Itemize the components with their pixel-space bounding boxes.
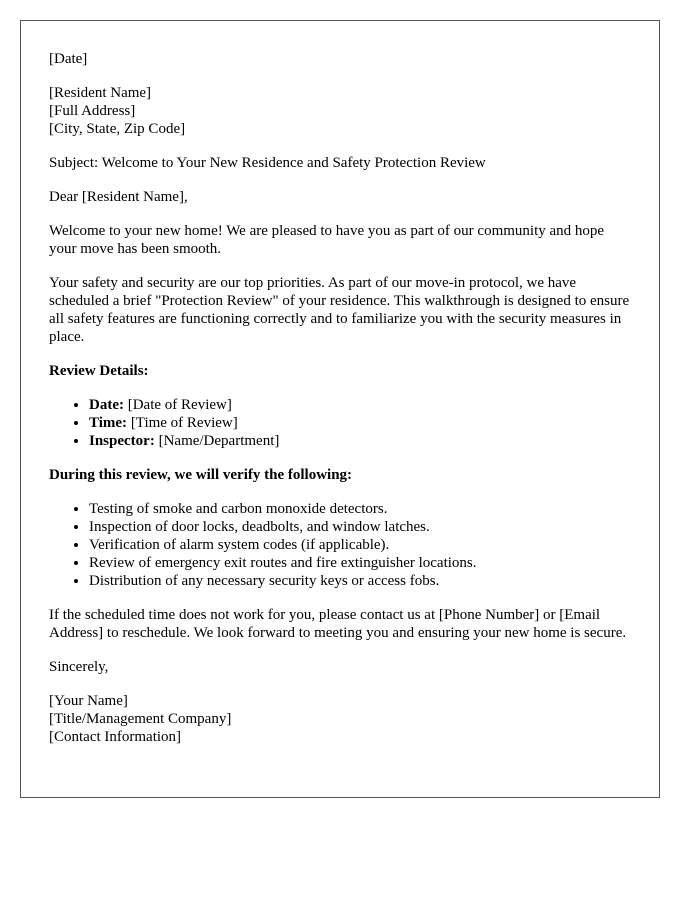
recipient-address-block bbox=[49, 84, 631, 138]
review-detail-label: Date: bbox=[89, 397, 124, 413]
verification-item: • Verification of alarm system codes (if applicable). bbox=[89, 536, 631, 554]
body-paragraph: Your safety and security are our top priorities. As part of our move-in protocol, we have scheduled a brief "Protection Review" of your residence. This walkthrough is designed to ensure all safety features are functioning correctly and to familiarize you with the security measures in place. bbox=[49, 275, 630, 345]
review-detail-value: [Name/Department] bbox=[154, 433, 280, 449]
recipient-address: [Full Address] bbox=[49, 103, 136, 119]
closing-paragraph: If the scheduled time does not work for you, please contact us at [Phone Number] or [Email Address] to reschedule. We look forward to meeting you and ensuring your new home is secure. bbox=[49, 607, 627, 641]
review-details-list bbox=[49, 396, 631, 450]
review-detail-value: [Date of Review] bbox=[123, 397, 232, 413]
review-detail-item bbox=[89, 396, 631, 414]
signature-name: [Your Name] bbox=[49, 693, 128, 709]
review-detail-label: Time: bbox=[89, 415, 128, 431]
review-details-heading: Review Details: bbox=[49, 363, 149, 379]
review-detail-item bbox=[89, 432, 631, 450]
signature-contact: [Contact Information] bbox=[49, 729, 182, 745]
signature-title: [Title/Management Company] bbox=[49, 711, 232, 727]
letter-salutation: Dear [Resident Name], bbox=[49, 189, 188, 205]
signature-block bbox=[49, 692, 631, 746]
review-detail-value: [Time of Review] bbox=[127, 415, 238, 431]
intro-paragraph: Welcome to your new home! We are pleased to have you as part of our community and hope your move has been smooth. bbox=[49, 223, 605, 257]
letter-date: [Date] bbox=[49, 51, 88, 67]
letter-signoff: Sincerely, bbox=[49, 659, 109, 675]
verification-heading: During this review, we will verify the following: bbox=[49, 467, 353, 483]
recipient-city-line: [City, State, Zip Code] bbox=[49, 121, 186, 137]
verification-item: • Review of emergency exit routes and fire extinguisher locations. bbox=[89, 554, 631, 572]
letter-subject: Subject: Welcome to Your New Residence and Safety Protection Review bbox=[49, 155, 486, 171]
verification-item: • Inspection of door locks, deadbolts, and window latches. bbox=[89, 518, 631, 536]
letter-document bbox=[20, 20, 660, 798]
verification-item: • Distribution of any necessary security keys or access fobs. bbox=[89, 572, 631, 590]
recipient-name: [Resident Name] bbox=[49, 85, 152, 101]
review-detail-label: Inspector: bbox=[89, 433, 155, 449]
verification-item: • Testing of smoke and carbon monoxide detectors. bbox=[89, 500, 631, 518]
verification-list bbox=[49, 500, 631, 590]
review-detail-item bbox=[89, 414, 631, 432]
